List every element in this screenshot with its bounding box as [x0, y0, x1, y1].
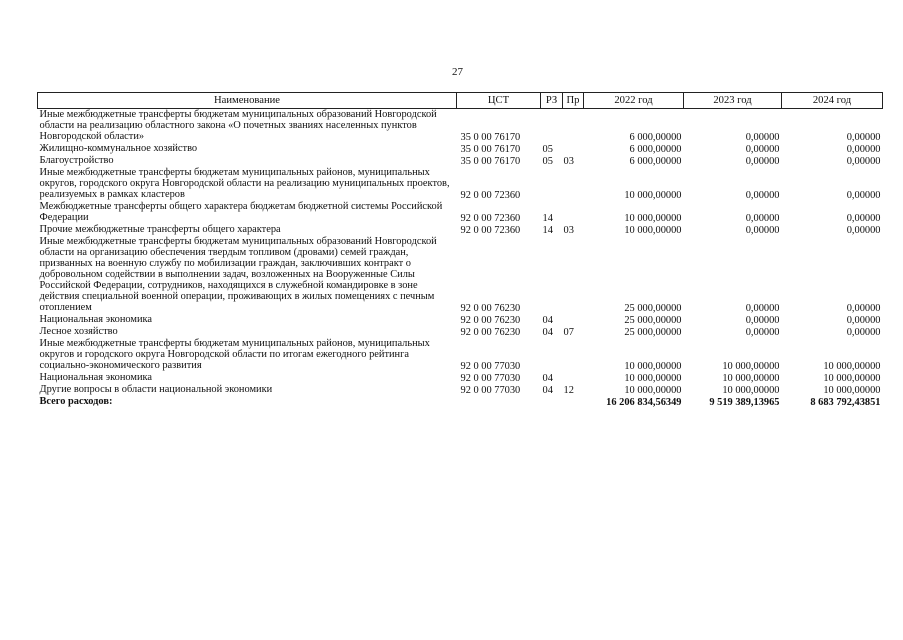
cell-2022: 6 000,00000 [629, 132, 682, 143]
cell-2023: 0,00000 [745, 327, 780, 338]
cell-cst: 35 0 00 76170 [460, 132, 521, 143]
cell-pr [563, 109, 584, 144]
cell-2022: 10 000,00000 [624, 225, 682, 236]
header-pr: Пр [563, 93, 584, 109]
cell-cst: 92 0 00 77030 [460, 373, 521, 384]
cell-2022: 10 000,00000 [624, 361, 682, 372]
table-row [38, 143, 883, 155]
cell-name: Лесное хозяйство [39, 326, 118, 337]
cell-name: Прочие межбюджетные трансферты общего характера [39, 224, 281, 235]
cell-2024: 0,00000 [846, 213, 881, 224]
cell-2022: 10 000,00000 [624, 190, 682, 201]
cell-rz: 05 [542, 156, 553, 167]
cell-2022: 25 000,00000 [624, 327, 682, 338]
cell-name: Национальная экономика [39, 372, 153, 383]
cell-2023: 0,00000 [745, 144, 780, 155]
cell-rz [541, 338, 563, 372]
total-cst [457, 396, 541, 408]
cell-cst: 35 0 00 76170 [460, 156, 521, 167]
cell-cst: 92 0 00 76230 [460, 327, 521, 338]
table-row [38, 372, 883, 384]
cell-2024: 0,00000 [846, 327, 881, 338]
page-number: 27 [452, 66, 463, 78]
table-row [38, 338, 883, 372]
cell-cst: 35 0 00 76170 [460, 144, 521, 155]
table-row [38, 314, 883, 326]
cell-2022: 6 000,00000 [629, 156, 682, 167]
cell-pr: 12 [563, 385, 574, 396]
total-2022: 16 206 834,56349 [606, 397, 682, 408]
cell-name: Иные межбюджетные трансферты бюджетам муниципальных районов, муниципальных округов и городского округа Новгородской области по итогам ежегодного рейтинга социально-экономического развития [39, 338, 430, 371]
header-2023: 2023 год [684, 93, 782, 109]
cell-2023: 0,00000 [745, 156, 780, 167]
cell-cst: 92 0 00 76230 [460, 303, 521, 314]
cell-rz: 14 [542, 225, 553, 236]
cell-name: Иные межбюджетные трансферты бюджетам муниципальных районов, муниципальных округов, городского округа Новгородской области на реализацию муниципальных проектов, реализуемых в рамках кластеров [39, 167, 450, 200]
cell-rz: 04 [542, 327, 553, 338]
table-row [38, 224, 883, 236]
cell-2023: 10 000,00000 [722, 373, 780, 384]
cell-2024: 0,00000 [846, 303, 881, 314]
cell-2022: 10 000,00000 [624, 213, 682, 224]
cell-2024: 0,00000 [846, 190, 881, 201]
cell-2024: 0,00000 [846, 315, 881, 326]
cell-cst: 92 0 00 72360 [460, 190, 521, 201]
cell-rz: 14 [542, 213, 553, 224]
table-row [38, 201, 883, 224]
cell-cst: 92 0 00 72360 [460, 213, 521, 224]
cell-2022: 6 000,00000 [629, 144, 682, 155]
cell-rz: 04 [542, 373, 553, 384]
total-pr [563, 396, 584, 408]
cell-pr [563, 201, 584, 224]
cell-2023: 0,00000 [745, 132, 780, 143]
table-row [38, 155, 883, 167]
cell-2023: 0,00000 [745, 190, 780, 201]
cell-rz: 04 [542, 315, 553, 326]
cell-pr: 07 [563, 327, 574, 338]
cell-rz [541, 167, 563, 201]
budget-table [37, 92, 883, 408]
cell-2023: 10 000,00000 [722, 361, 780, 372]
cell-cst: 92 0 00 77030 [460, 361, 521, 372]
table-row [38, 109, 883, 144]
cell-name: Благоустройство [39, 155, 114, 166]
cell-pr [563, 143, 584, 155]
cell-2022: 25 000,00000 [624, 303, 682, 314]
cell-pr [563, 372, 584, 384]
cell-name: Иные межбюджетные трансферты бюджетам муниципальных образований Новгородской области на реализацию областного закона «О почетных званиях населенных пунктов Новгородской области» [39, 109, 437, 142]
cell-2024: 0,00000 [846, 225, 881, 236]
table-row [38, 236, 883, 314]
cell-2023: 0,00000 [745, 225, 780, 236]
cell-2024: 10 000,00000 [823, 361, 881, 372]
total-row [38, 396, 883, 408]
cell-cst: 92 0 00 76230 [460, 315, 521, 326]
cell-cst: 92 0 00 77030 [460, 385, 521, 396]
header-2024: 2024 год [782, 93, 883, 109]
table-header-row [38, 93, 883, 109]
cell-rz [541, 109, 563, 144]
cell-pr: 03 [563, 225, 574, 236]
cell-2024: 0,00000 [846, 144, 881, 155]
total-label: Всего расходов: [39, 396, 113, 407]
cell-name: Национальная экономика [39, 314, 153, 325]
cell-2024: 0,00000 [846, 132, 881, 143]
cell-rz: 05 [542, 144, 553, 155]
table-row [38, 326, 883, 338]
total-2024: 8 683 792,43851 [810, 397, 881, 408]
header-name: Наименование [38, 93, 457, 109]
cell-name: Другие вопросы в области национальной экономики [39, 384, 273, 395]
total-2023: 9 519 389,13965 [709, 397, 780, 408]
cell-cst: 92 0 00 72360 [460, 225, 521, 236]
cell-2023: 0,00000 [745, 315, 780, 326]
cell-2022: 10 000,00000 [624, 373, 682, 384]
cell-pr [563, 236, 584, 314]
cell-2024: 10 000,00000 [823, 385, 881, 396]
header-cst: ЦСТ [457, 93, 541, 109]
header-rz: РЗ [541, 93, 563, 109]
cell-pr [563, 338, 584, 372]
cell-2022: 10 000,00000 [624, 385, 682, 396]
cell-pr [563, 167, 584, 201]
cell-2023: 0,00000 [745, 213, 780, 224]
cell-pr [563, 314, 584, 326]
cell-pr: 03 [563, 156, 574, 167]
cell-2023: 0,00000 [745, 303, 780, 314]
cell-2022: 25 000,00000 [624, 315, 682, 326]
table-row [38, 384, 883, 396]
header-2022: 2022 год [584, 93, 684, 109]
cell-name: Жилищно-коммунальное хозяйство [39, 143, 198, 154]
cell-rz: 04 [542, 385, 553, 396]
cell-name: Межбюджетные трансферты общего характера бюджетам бюджетной системы Российской Федерации [39, 201, 443, 223]
table-row [38, 167, 883, 201]
cell-name: Иные межбюджетные трансферты бюджетам муниципальных образований Новгородской области на организацию обеспечения твердым топливом (дровами) семей граждан, призванных на военную службу по мобилизации граждан, заключивших контракт о добровольном содействии в выполнении задач, возложенных на Вооруженные Силы Российской Федерации, сотрудников, находящихся в служебной командировке в зоне действия специальной военной операции, проживающих в жилых помещениях с печным отоплением [39, 236, 437, 313]
total-rz [541, 396, 563, 408]
cell-2024: 10 000,00000 [823, 373, 881, 384]
cell-2024: 0,00000 [846, 156, 881, 167]
cell-rz [541, 236, 563, 314]
cell-2023: 10 000,00000 [722, 385, 780, 396]
